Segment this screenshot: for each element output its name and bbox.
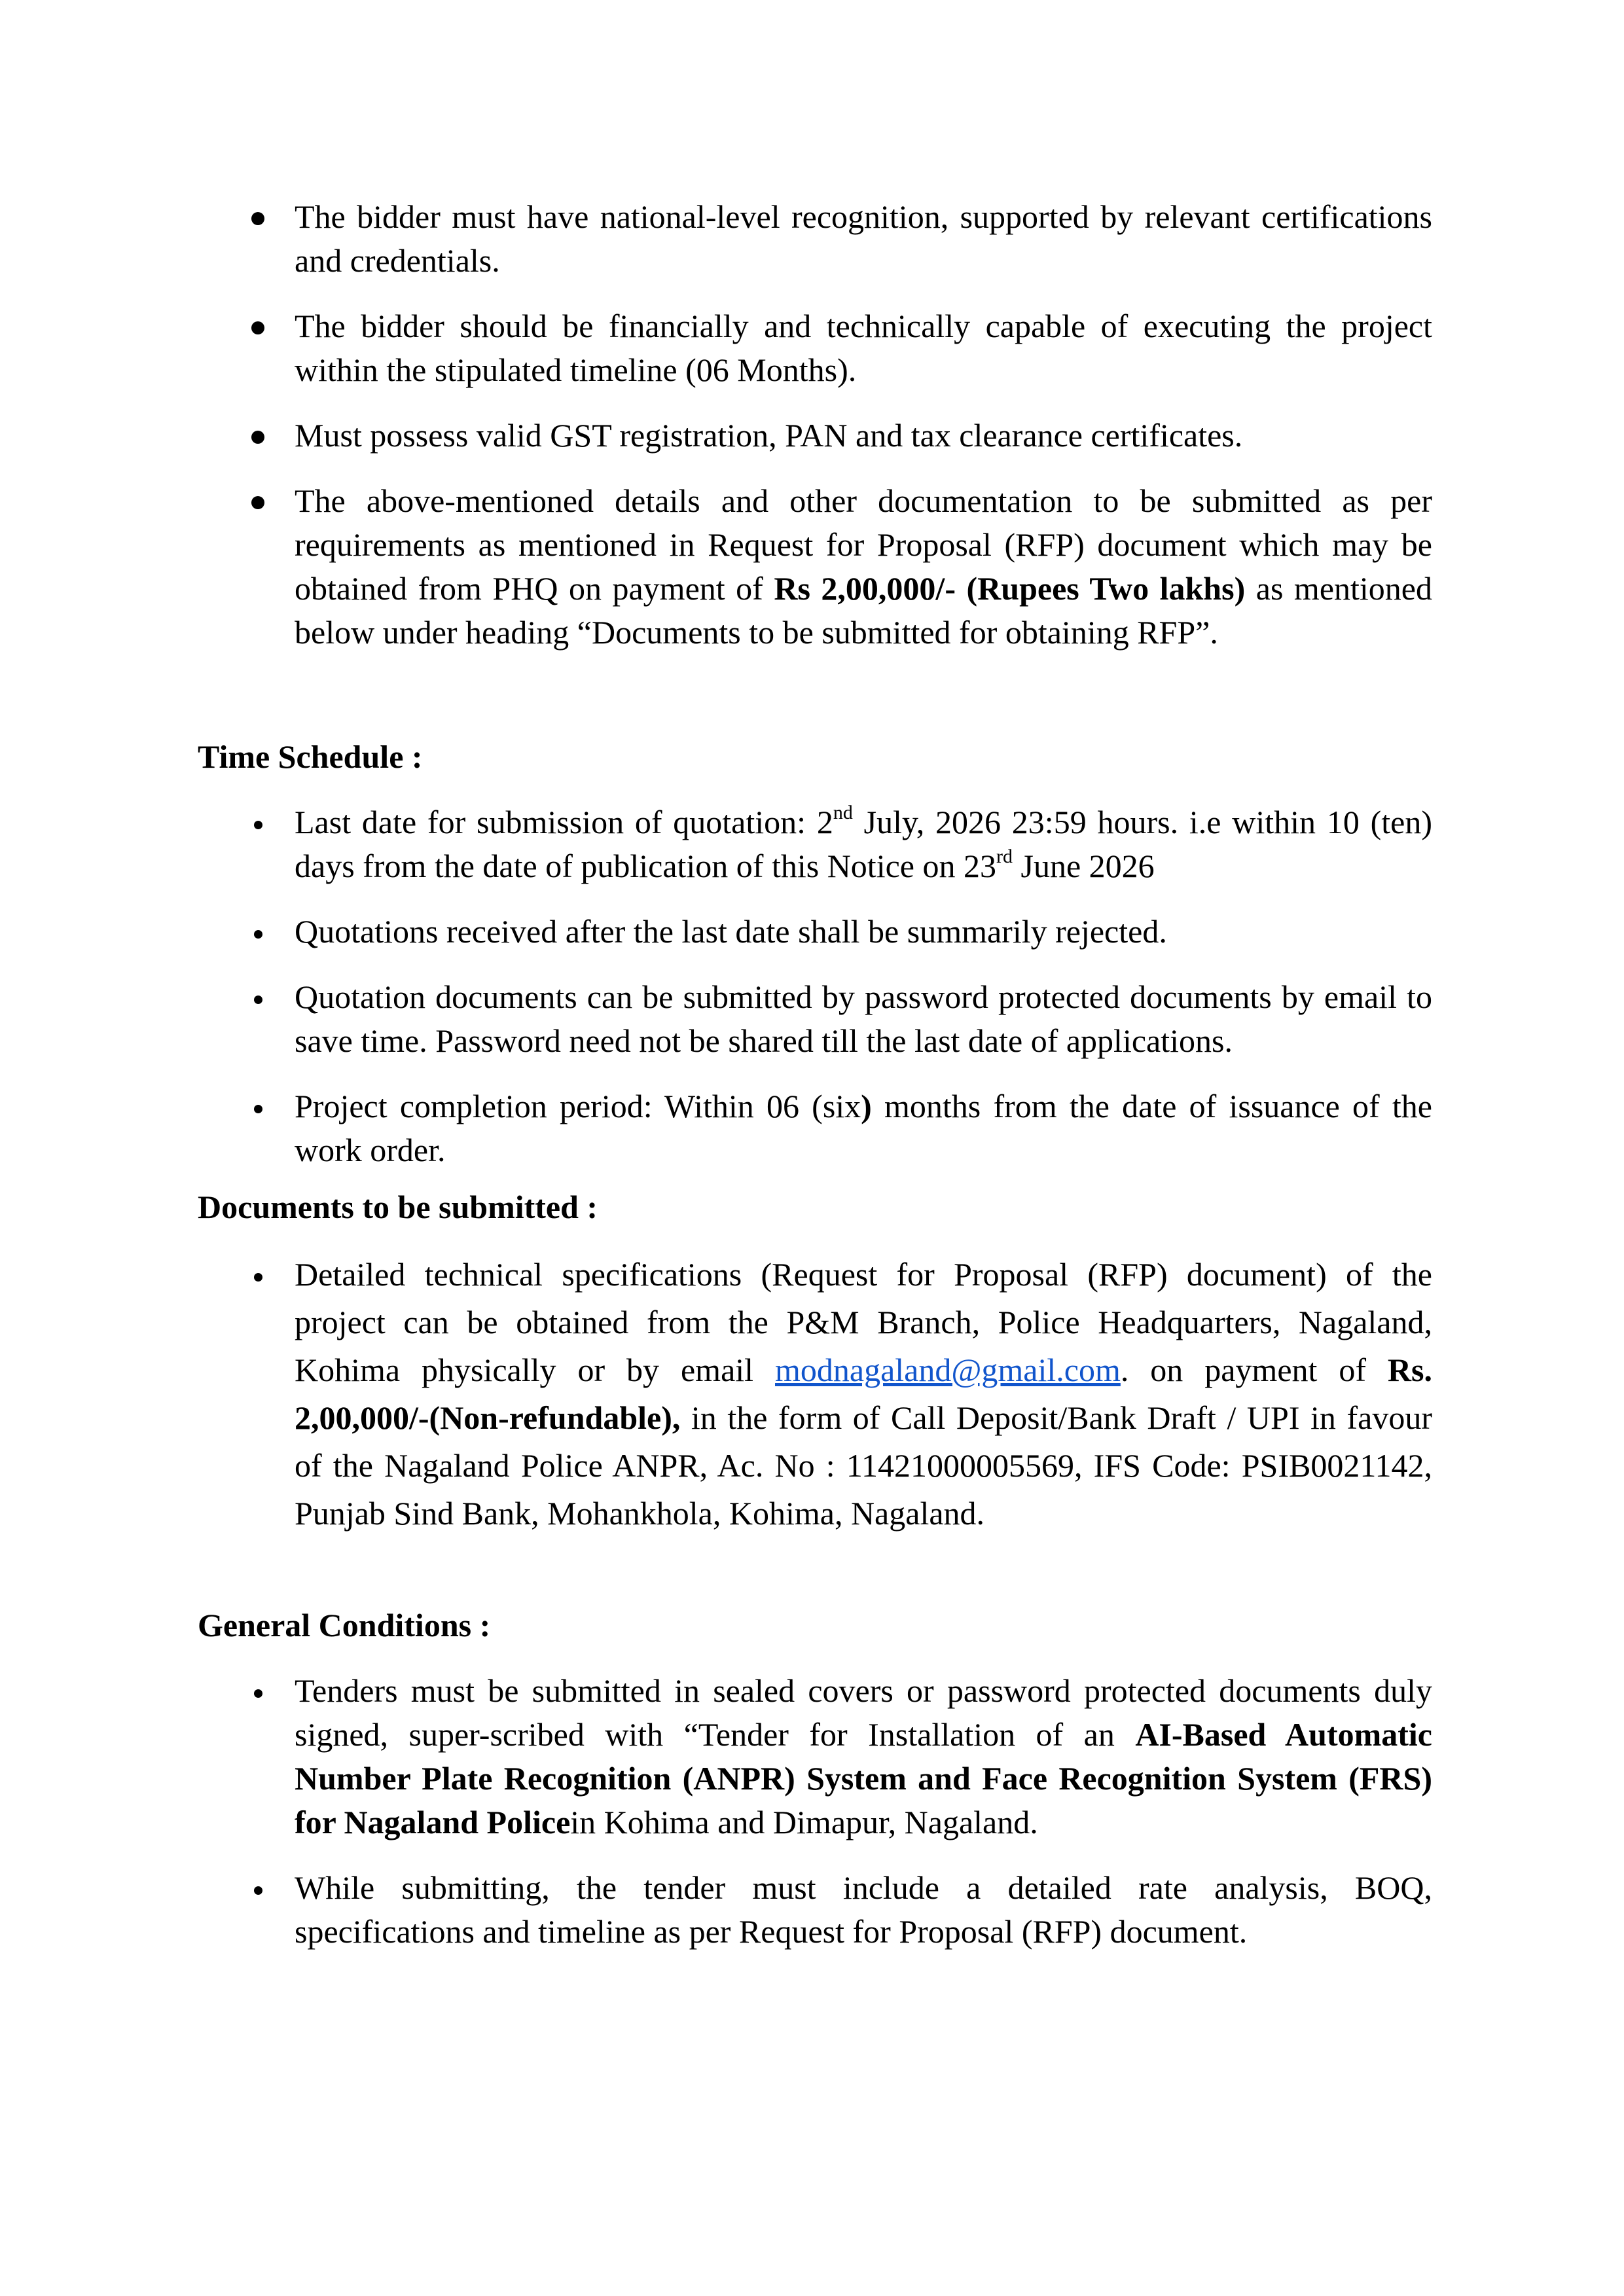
bullet-icon <box>245 975 271 1019</box>
list-item <box>198 304 1432 392</box>
tender-title: AI-Based Automatic Number Plate Recognition (ANPR) System and Face Recognition System (FRS) for Nagaland Police <box>295 1716 1432 1840</box>
bold-fragment: ) <box>861 1088 872 1124</box>
bullet-icon <box>245 1085 271 1128</box>
general-conditions-heading: General Conditions : <box>198 1607 491 1643</box>
bullet-icon <box>245 414 271 457</box>
list-item-text: Quotations received after the last date shall be summarily rejected. <box>295 913 1167 950</box>
list-item-text: months from the date of issuance of the work order. <box>295 1088 1432 1168</box>
payment-amount: Rs 2,00,000/- (Rupees Two lakhs) <box>774 570 1246 607</box>
list-item-text: in Kohima and Dimapur, Nagaland. <box>570 1804 1038 1840</box>
list-item <box>198 195 1432 283</box>
section-spacer <box>198 1559 1432 1604</box>
list-item-text: While submitting, the tender must include a detailed rate analysis, BOQ, specifications and timeline as per Request for Proposal (RFP) document. <box>295 1869 1432 1950</box>
documents-heading: Documents to be submitted : <box>198 1189 598 1225</box>
bullet-icon <box>245 195 271 239</box>
list-item-text: Detailed technical specifications (Request for Proposal (RFP) document) of the project can be obtained from the P&M Branch, Police Headquarters, Nagaland, Kohima physically or by email <box>295 1256 1432 1388</box>
bullet-icon <box>245 910 271 954</box>
list-item <box>198 1866 1432 1954</box>
bullet-icon <box>245 304 271 348</box>
fee-amount: Rs. 2,00,000/-(Non-refundable), <box>295 1352 1432 1436</box>
ordinal-suffix: rd <box>996 846 1013 868</box>
bullet-icon <box>245 1866 271 1910</box>
list-item-text: The bidder should be financially and technically capable of executing the project within the stipulated timeline (06 Months). <box>295 308 1432 388</box>
list-item-text: Project completion period: Within 06 (six <box>295 1088 861 1124</box>
list-item-text: July, 2026 23:59 hours. i.e within 10 (ten) days from the date of publication of this Notice on 23 <box>295 804 1432 884</box>
list-item <box>198 1669 1432 1844</box>
list-item <box>198 975 1432 1063</box>
list-item-text: The above-mentioned details and other documentation to be submitted as per requirements as mentioned in Request for Proposal (RFP) document which may be obtained from PHQ on payment of <box>295 482 1432 607</box>
eligibility-list <box>198 195 1432 655</box>
time-schedule-heading: Time Schedule : <box>198 738 423 775</box>
list-item-text: as mentioned below under heading “Documents to be submitted for obtaining RFP”. <box>295 570 1432 651</box>
list-item-text: Last date for submission of quotation: 2 <box>295 804 833 840</box>
list-item <box>198 414 1432 457</box>
bullet-icon <box>245 1669 271 1713</box>
documents-list <box>198 1251 1432 1537</box>
general-conditions-list <box>198 1669 1432 1954</box>
bullet-icon <box>245 800 271 844</box>
list-item <box>198 1085 1432 1172</box>
section-spacer <box>198 676 1432 735</box>
list-item-text: . on payment of <box>1120 1352 1388 1388</box>
page-content <box>198 195 1432 1975</box>
list-item <box>198 910 1432 954</box>
time-schedule-list <box>198 800 1432 1172</box>
list-item <box>198 800 1432 888</box>
list-item-text: in the form of Call Deposit/Bank Draft / UPI in favour of the Nagaland Police ANPR, Ac. No : 11421000005569, IFS Code: PSIB0021142, Punjab Sind Bank, Mohankhola, Kohima, Nagaland. <box>295 1399 1432 1532</box>
list-item-text: The bidder must have national-level recognition, supported by relevant certifications and credentials. <box>295 198 1432 279</box>
list-item-text: June 2026 <box>1012 848 1155 884</box>
list-item-text: Quotation documents can be submitted by password protected documents by email to save time. Password need not be shared till the last date of applications. <box>295 978 1432 1059</box>
bullet-icon <box>245 479 271 523</box>
list-item <box>198 1251 1432 1537</box>
email-link[interactable]: modnagaland@gmail.com <box>775 1352 1121 1388</box>
list-item-text: Tenders must be submitted in sealed covers or password protected documents duly signed, super-scribed with “Tender for Installation of an <box>295 1672 1432 1753</box>
list-item <box>198 479 1432 655</box>
ordinal-suffix: nd <box>833 802 853 824</box>
bullet-icon <box>245 1251 271 1299</box>
list-item-text: Must possess valid GST registration, PAN and tax clearance certificates. <box>295 417 1243 454</box>
